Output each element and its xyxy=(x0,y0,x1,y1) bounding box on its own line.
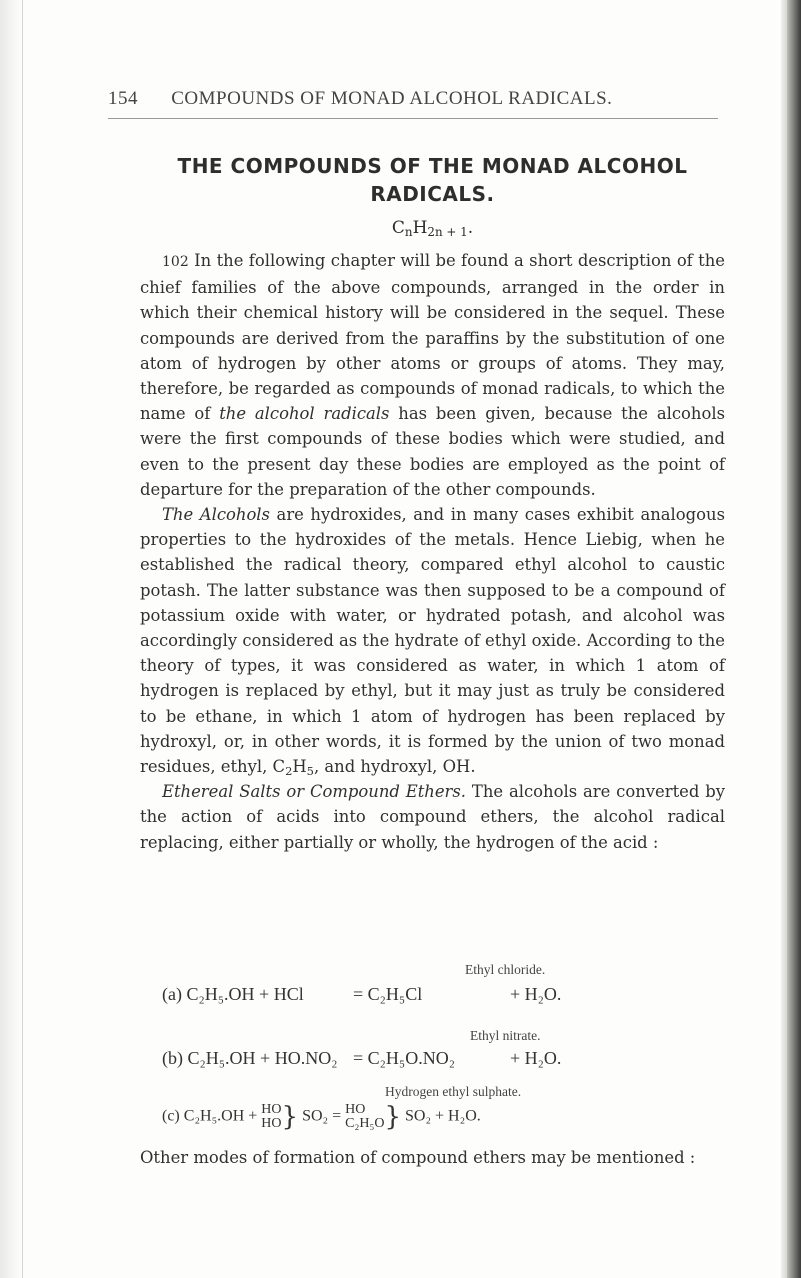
section-number: 102 xyxy=(162,254,189,270)
equation-b: Ethyl nitrate. (b) C₂H₅.OH + HO.NO₂ = C₂H₅O.NO₂ + H₂O. xyxy=(162,1028,562,1068)
chapter-heading-line2: RADICALS. xyxy=(370,182,495,206)
equation-a: Ethyl chloride. (a) C₂H₅.OH + HCl = C₂H₅Cl + H₂O. xyxy=(162,962,562,1004)
paragraph-intro: 102 In the following chapter will be found a short description of the chief families of the above compounds, arranged in the order in which their chemical history will be considered in the sequel. These compounds are derived from the paraffins by the substitution of one atom of hydrogen by other atoms or groups of atoms. They may, therefore, be regarded as compounds of monad radicals, to which the name of the alcohol radicals has been given, because the alcohols were the first compounds of these bodies which were studied, and even to the present day these bodies are employed as the point of departure for the preparation of the other compounds. xyxy=(140,251,725,499)
page-edge-right xyxy=(787,0,801,1278)
body-text xyxy=(140,248,725,855)
page-number: 154 xyxy=(108,88,138,109)
running-head xyxy=(108,88,718,110)
chapter-heading xyxy=(140,152,725,208)
page-gutter-left xyxy=(0,0,23,1278)
running-head-title: COMPOUNDS OF MONAD ALCOHOL RADICALS. xyxy=(171,88,613,109)
term-alcohols: The Alcohols xyxy=(162,505,270,525)
chapter-heading-line1: THE COMPOUNDS OF THE MONAD ALCOHOL xyxy=(177,154,688,178)
general-formula: $C_nH_{2n + 1}$. xyxy=(391,218,474,239)
paragraph-ethers: Ethereal Salts or Compound Ethers. The alcohols are converted by the action of acids into compound ethers, the alcohol radical replacing, either partially or wholly, the hydrogen of the acid : xyxy=(140,782,725,852)
header-rule xyxy=(108,118,718,119)
equation-caption: Hydrogen ethyl sulphate. xyxy=(385,1084,522,1099)
equation-c: Hydrogen ethyl sulphate. (c) C₂H₅.OH + HO HO } SO₂ = HO C₂H₅O } SO₂ + H₂O. xyxy=(162,1084,522,1132)
term-compound-ethers: Ethereal Salts or Compound Ethers. xyxy=(162,782,467,802)
paragraph-closing: Other modes of formation of compound ethers may be mentioned : xyxy=(140,1148,696,1167)
paragraph-alcohols: The Alcohols are hydroxides, and in many cases exhibit analogous properties to the hydroxides of the metals. Hence Liebig, when he established the radical theory, compared ethyl alcohol to caustic potash. The latter substance was then supposed to be a compound of potassium oxide with water, or hydrated potash, and alcohol was accordingly considered as the hydrate of ethyl oxide. According to the theory of types, it was considered as water, in which 1 atom of hydrogen is replaced by ethyl, but it may just as truly be considered to be ethane, in which 1 atom of hydrogen has been replaced by hydroxyl, or, in other words, it is formed by the union of two monad residues, ethyl, $C_2H_5$, and hydroxyl, OH. xyxy=(140,505,725,778)
equation-caption: Ethyl nitrate. xyxy=(470,1028,541,1043)
equation-caption: Ethyl chloride. xyxy=(465,962,546,977)
